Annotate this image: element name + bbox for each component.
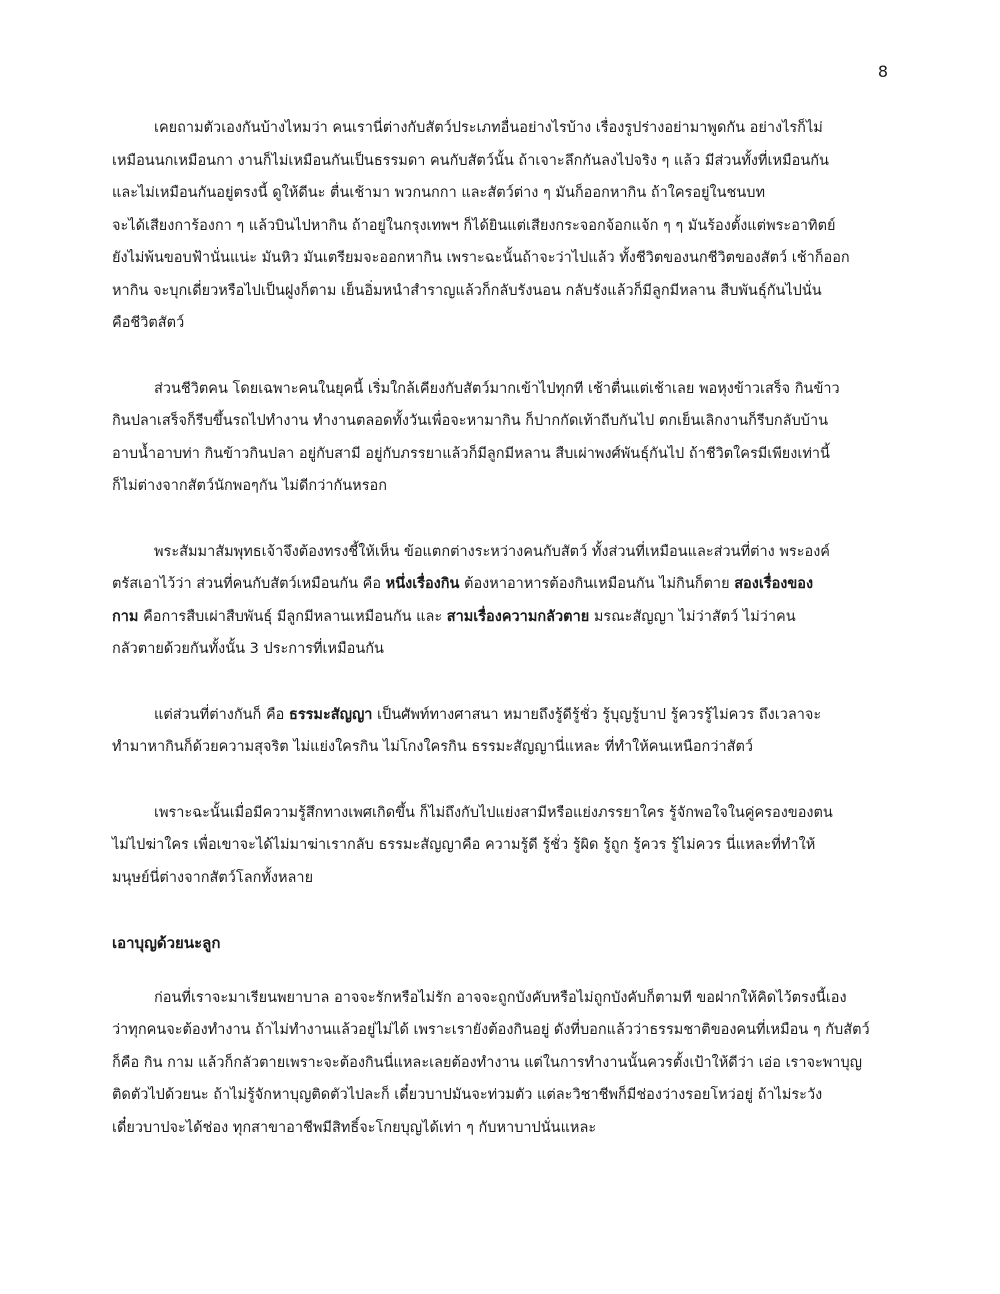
page-content (112, 112, 888, 1177)
paragraph (112, 536, 888, 666)
text-run: ตรัสเอาไว้ว่า ส่วนที่คนกับสัตว์เหมือนกัน คือ (112, 576, 386, 592)
text-run: มนุษย์นี่ต่างจากสัตว์โลกทั้งหลาย (112, 869, 314, 886)
paragraph (112, 112, 888, 340)
text-run: ส่วนชีวิตคน โดยเฉพาะคนในยุคนี้ เริ่มใกล้เคียงกับสัตว์มากเข้าไปทุกที เช้าตื่นแต่เช้าเลย พอหุงข้าวเสร็จ กินข้าว (154, 380, 840, 397)
text-run: อาบน้ำอาบท่า กินข้าวกินปลา อยู่กับสามี อยู่กับภรรยาแล้วก็มีลูกมีหลาน สืบเผ่าพงศ์พันธุ์กันไป ถ้าชีวิตใครมีเพียงเท่านี้ (112, 445, 830, 462)
text-run: เหมือนนกเหมือนกา งานก็ไม่เหมือนกันเป็นธรรมดา คนกับสัตว์นั้น ถ้าเจาะลึกกันลงไปจริง ๆ แล้ว มีส่วนทั้งที่เหมือนกัน (112, 152, 829, 169)
text-line (112, 177, 888, 210)
text-run: หากิน จะบุกเดี่ยวหรือไปเป็นฝูงก็ตาม เย็นอิ่มหนำสำราญแล้วก็กลับรังนอน กลับรังแล้วก็มีลูกมีหลาน สืบพันธุ์กันไปนั่น (112, 282, 822, 299)
text-run: ว่าทุกคนจะต้องทำงาน ถ้าไม่ทำงานแล้วอยู่ไม่ได้ เพราะเรายังต้องกินอยู่ ดังที่บอกแล้วว่าธรรมชาติของคนที่เหมือน ๆ กับสัตว์ (112, 1022, 870, 1038)
text-line (112, 601, 888, 634)
text-run: เป็นศัพท์ทางศาสนา หมายถึงรู้ดีรู้ชั่ว รู้บุญรู้บาป รู้ควรรู้ไม่ควร ถึงเวลาจะ (372, 706, 822, 723)
text-run: ก็ไม่ต่างจากสัตว์นักพอๆกัน ไม่ดีกว่ากันหรอก (112, 478, 387, 494)
page-number: 8 (877, 62, 888, 81)
text-run: จะได้เสียงการ้องกา ๆ แล้วบินไปหากิน ถ้าอยู่ในกรุงเทพฯ ก็ได้ยินแต่เสียงกระจอกจ้อกแจ้ก ๆ ๆ มันร้องตั้งแต่พระอาทิตย์ (112, 217, 836, 234)
paragraph (112, 373, 888, 503)
text-run: ก่อนที่เราจะมาเรียนพยาบาล อาจจะรักหรือไม่รัก อาจจะถูกบังคับหรือไม่ถูกบังคับก็ตามที ขอฝากให้คิดไว้ตรงนี้เอง (154, 989, 847, 1006)
text-run: กินปลาเสร็จก็รีบขึ้นรถไปทำงาน ทำงานตลอดทั้งวันเพื่อจะหามากิน ก็ปากกัดเท้าถีบกันไป ตกเย็นเลิกงานก็รีบกลับบ้าน (112, 413, 829, 429)
text-run: ไม่ไปฆ่าใคร เพื่อเขาจะได้ไม่มาฆ่าเรากลับ ธรรมะสัญญาคือ ความรู้ดี รู้ชั่ว รู้ผิด รู้ถูก รู้ควร รู้ไม่ควร นี่แหละที่ทำให้ (112, 837, 816, 853)
bold-term: กาม (112, 608, 139, 625)
body-paragraphs (112, 112, 888, 894)
text-line (112, 568, 888, 601)
text-run: คือชีวิตสัตว์ (112, 315, 185, 331)
text-line (112, 470, 888, 503)
bold-term: สองเรื่องของ (734, 576, 814, 592)
text-run: กลัวตายด้วยกันทั้งนั้น 3 ประการที่เหมือนกัน (112, 641, 384, 657)
text-line (112, 731, 888, 764)
bold-term: สามเรื่องความกลัวตาย (446, 608, 590, 625)
text-line (112, 1079, 888, 1112)
text-run: ทำมาหากินก็ด้วยความสุจริต ไม่แย่งใครกิน ไม่โกงใครกิน ธรรมะสัญญานี่แหละ ที่ทำให้คนเหนือกว่าสัตว์ (112, 739, 754, 755)
text-run: เพราะฉะนั้นเมื่อมีความรู้สึกทางเพศเกิดขึ้น ก็ไม่ถึงกับไปแย่งสามีหรือแย่งภรรยาใคร รู้จักพอใจในคู่ครองของตน (154, 804, 833, 821)
text-line (112, 797, 888, 830)
text-run: คือการสืบเผ่าสืบพันธุ์ มีลูกมีหลานเหมือนกัน และ (138, 608, 447, 625)
text-run: ยังไม่พ้นขอบฟ้านั่นแน่ะ มันหิว มันเตรียมจะออกหากิน เพราะฉะนั้นถ้าจะว่าไปแล้ว ทั้งชีวิตของนกชีวิตของสัตว์ เช้าก็ออก (112, 250, 850, 266)
text-run: แต่ส่วนที่ต่างกันก็ คือ (154, 706, 289, 723)
text-line (112, 982, 888, 1015)
text-run: เดี๋ยวบาปจะได้ช่อง ทุกสาขาอาชีพมีสิทธิ์จะโกยบุญได้เท่า ๆ กับหาบาปนั่นแหละ (112, 1119, 597, 1136)
paragraph (112, 797, 888, 895)
section-heading: เอาบุญด้วยนะลูก (112, 934, 221, 952)
text-line (112, 438, 888, 471)
text-line (112, 1047, 888, 1080)
text-line (112, 112, 888, 145)
text-line (112, 633, 888, 666)
text-line (112, 242, 888, 275)
text-line (112, 307, 888, 340)
text-run: ติดตัวไปด้วยนะ ถ้าไม่รู้จักหาบุญติดตัวไปละก็ เดี๋ยวบาปมันจะท่วมตัว แต่ละวิชาชีพก็มีช่องว่างรอยโหว่อยู่ ถ้าไม่ระวัง (112, 1087, 823, 1103)
text-line (112, 862, 888, 895)
text-run: พระสัมมาสัมพุทธเจ้าจึงต้องทรงชี้ให้เห็น ข้อแตกต่างระหว่างคนกับสัตว์ ทั้งส่วนที่เหมือนและส่วนที่ต่าง พระองค์ (154, 543, 830, 560)
text-line (112, 699, 888, 732)
text-run: เคยถามตัวเองกันบ้างไหมว่า คนเรานี่ต่างกับสัตว์ประเภทอื่นอย่างไรบ้าง เรื่องรูปร่างอย่ามาพูดกัน อย่างไรก็ไม่ (154, 120, 823, 136)
paragraph (112, 699, 888, 764)
bold-term: ธรรมะสัญญา (288, 706, 373, 723)
text-line (112, 1014, 888, 1047)
bold-term: หนึ่งเรื่องกิน (385, 576, 460, 592)
text-run: ก็คือ กิน กาม แล้วก็กลัวตายเพราะจะต้องกินนี่แหละเลยต้องทำงาน แต่ในการทำงานนั้นควรตั้งเป้าให้ดีว่า เอ่อ เราจะพาบุญ (112, 1054, 862, 1071)
text-line (112, 210, 888, 243)
text-line (112, 829, 888, 862)
text-line (112, 275, 888, 308)
text-line (112, 373, 888, 406)
paragraph (112, 982, 888, 1145)
text-line (112, 536, 888, 569)
text-line (112, 405, 888, 438)
text-line (112, 145, 888, 178)
text-run: และไม่เหมือนกันอยู่ตรงนี้ ดูให้ดีนะ ตื่นเช้ามา พวกนกกา และสัตว์ต่าง ๆ มันก็ออกหากิน ถ้าใครอยู่ในชนบท (112, 185, 766, 201)
text-run: มรณะสัญญา ไม่ว่าสัตว์ ไม่ว่าคน (589, 608, 796, 625)
text-run: ต้องหาอาหารต้องกินเหมือนกัน ไม่กินก็ตาย (459, 576, 735, 592)
text-line (112, 1112, 888, 1145)
final-paragraph-container (112, 982, 888, 1145)
